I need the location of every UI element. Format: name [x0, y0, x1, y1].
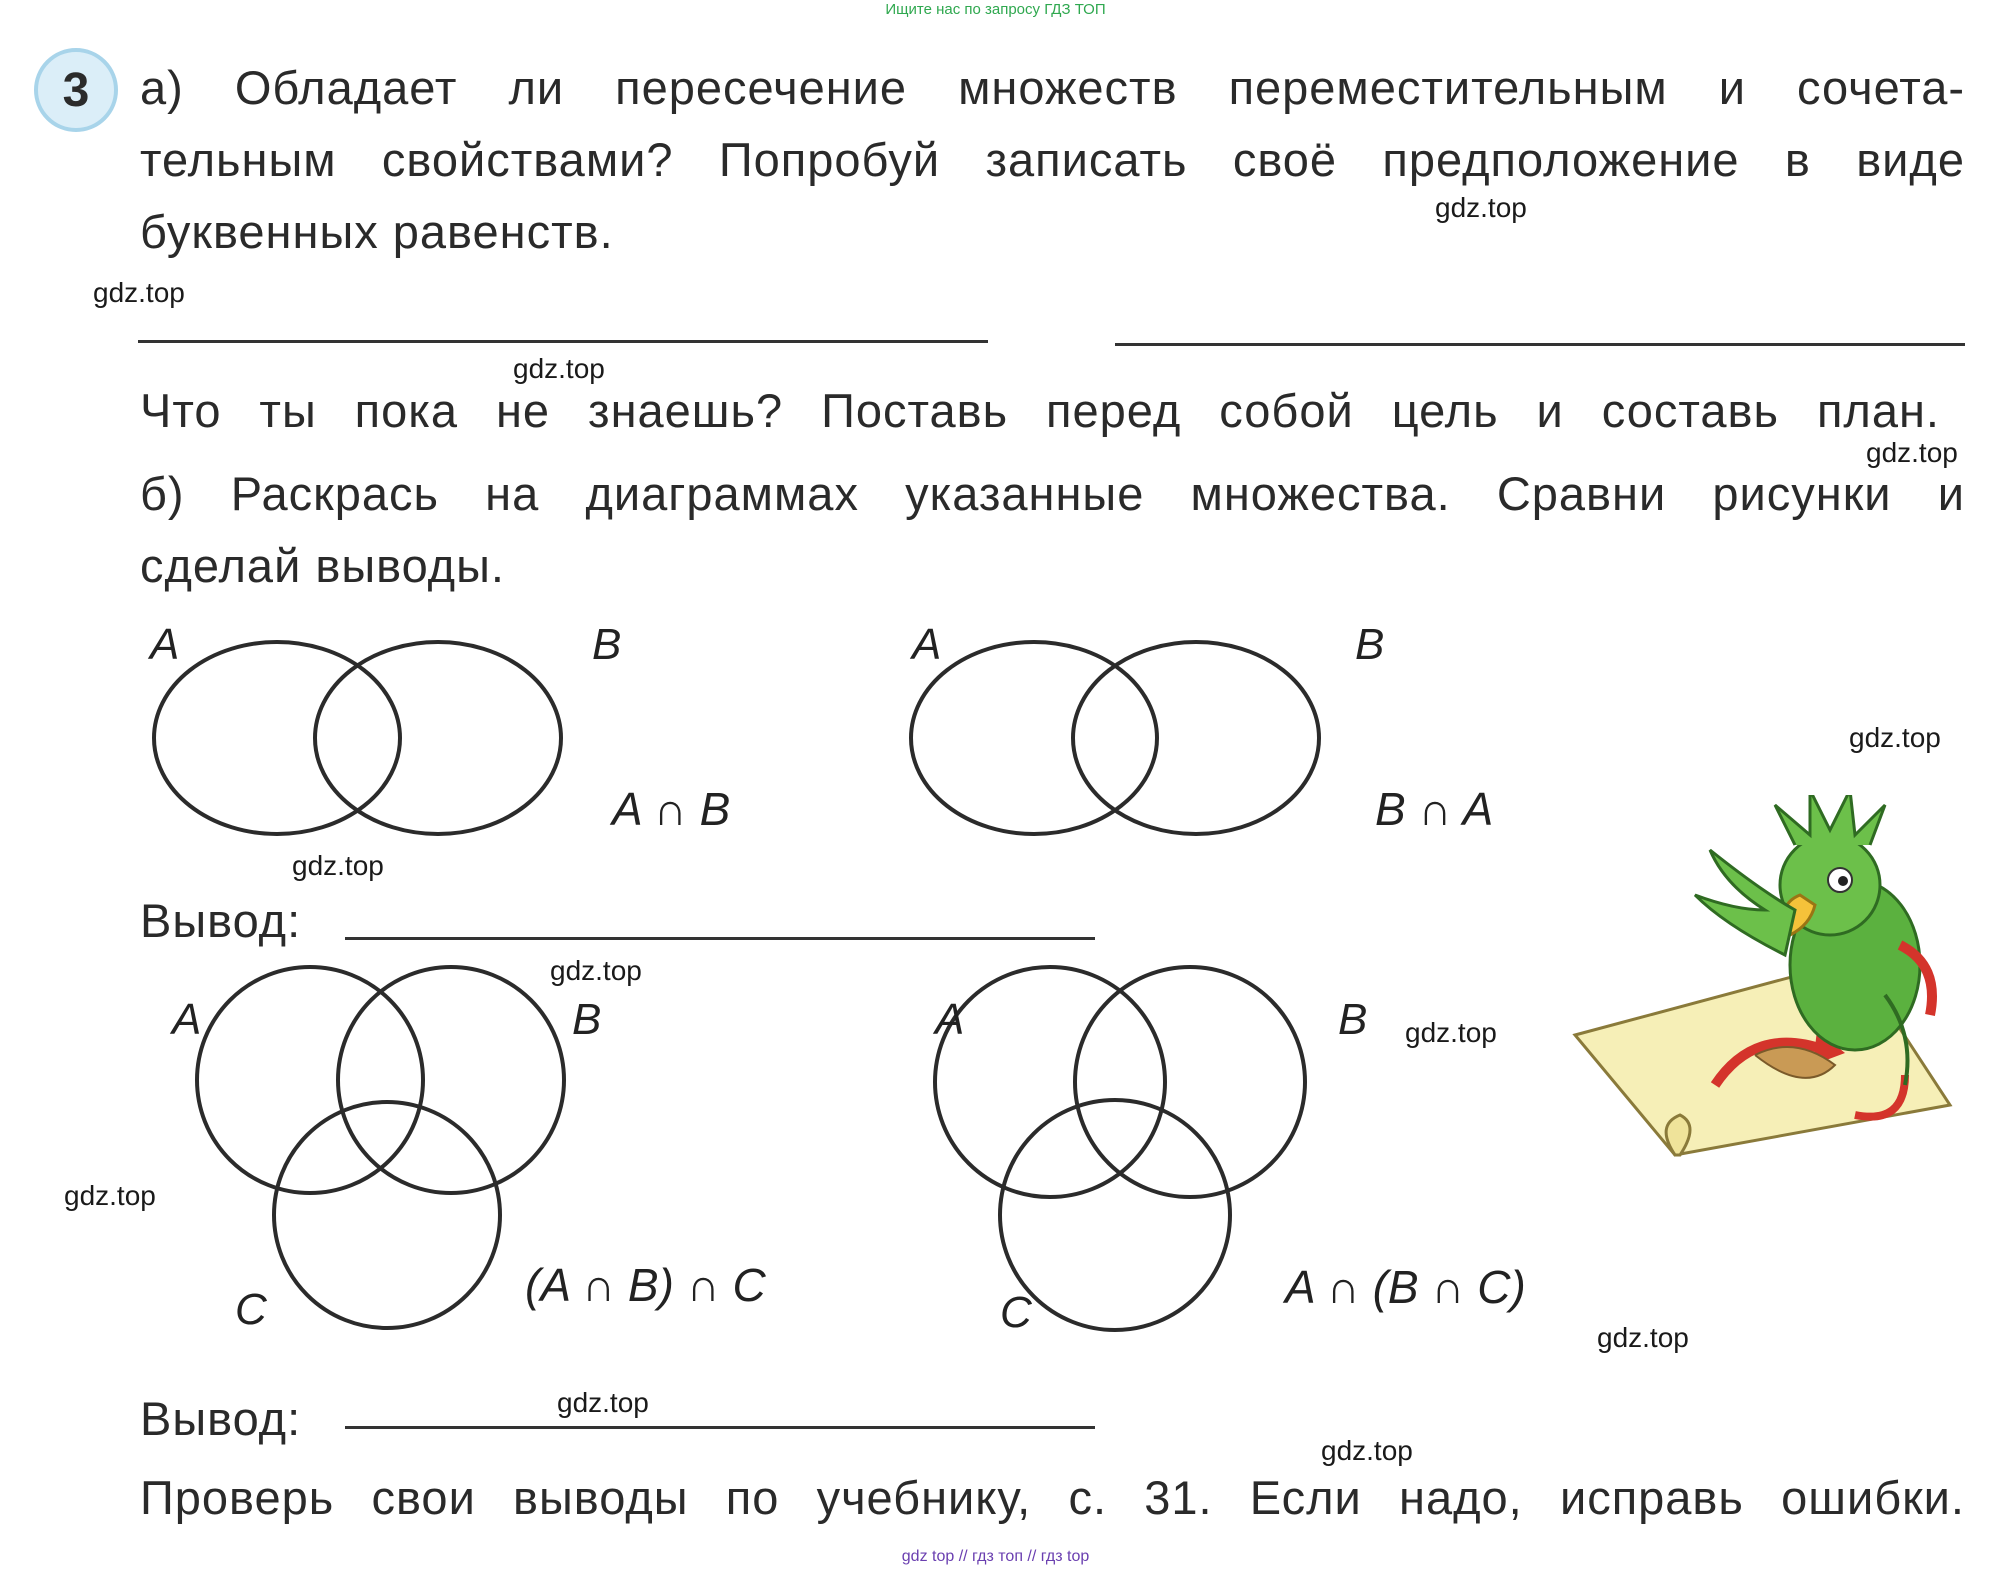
watermark: gdz.top	[513, 353, 605, 384]
diagram2-label-a: A	[912, 620, 942, 669]
watermark: gdz.top	[1866, 437, 1958, 468]
diagram4-set-a	[935, 967, 1165, 1197]
diagram3-set-b	[338, 967, 564, 1193]
diagram2-label-b: B	[1355, 620, 1385, 669]
watermark: gdz.top	[64, 1180, 156, 1211]
diagram3-set-c	[274, 1102, 500, 1328]
conclusion-line-1[interactable]	[345, 937, 1095, 940]
diagram1-label-a: A	[150, 620, 180, 669]
footer: gdz top // гдз топ // гдз top	[901, 1548, 1090, 1565]
watermark: gdz.top	[1597, 1322, 1689, 1353]
diagram4-label-c: C	[1000, 1288, 1032, 1337]
diagram4-set-b	[1075, 967, 1305, 1197]
diagram2-formula: B ∩ A	[1375, 783, 1494, 835]
watermark: gdz.top	[1321, 1435, 1413, 1466]
conclusion-label-1: Вывод:	[140, 894, 302, 947]
part-a-line-1: а) Обладает ли пересечение множеств переместительным и сочета-	[140, 61, 1965, 114]
diagram3-set-a	[197, 967, 423, 1193]
check-text: Проверь свои выводы по учебнику, с. 31. Если надо, исправь ошибки.	[140, 1471, 1965, 1524]
diagram4-label-b: B	[1338, 995, 1368, 1044]
conclusion-line-2[interactable]	[345, 1426, 1095, 1429]
diagram3-label-a: A	[172, 995, 202, 1044]
diagram2-set-b	[1073, 642, 1319, 834]
top-banner: Ищите нас по запросу ГДЗ ТОП	[885, 1, 1106, 18]
watermark: gdz.top	[557, 1387, 649, 1418]
part-b-line-1: б) Раскрась на диаграммах указанные множества. Сравни рисунки и	[140, 467, 1965, 520]
diagram4-formula: A ∩ (B ∩ C)	[1285, 1261, 1526, 1313]
watermark: gdz.top	[93, 277, 185, 308]
diagram3-label-b: B	[572, 995, 602, 1044]
diagram2-set-a	[911, 642, 1157, 834]
watermark: gdz.top	[1849, 722, 1941, 753]
watermark: gdz.top	[550, 955, 642, 986]
part-a-line-3: буквенных равенств.	[140, 205, 614, 258]
diagram3-formula: (A ∩ B) ∩ C	[525, 1259, 766, 1311]
part-a-line-2: тельным свойствами? Попробуй записать своё предположение в виде	[140, 133, 1965, 186]
diagram1-set-b	[315, 642, 561, 834]
diagram3-label-c: C	[235, 1285, 267, 1334]
part-b-line-2: сделай выводы.	[140, 539, 505, 592]
task-number-badge: 3	[34, 48, 118, 132]
watermark: gdz.top	[292, 850, 384, 881]
conclusion-label-2: Вывод:	[140, 1392, 302, 1445]
parrot-with-map-illustration	[1555, 795, 1975, 1175]
question-unknown: Что ты пока не знаешь? Поставь перед собой цель и составь план.	[140, 384, 1940, 437]
diagram4-label-a: A	[935, 995, 965, 1044]
watermark: gdz.top	[1405, 1017, 1497, 1048]
diagram1-set-a	[154, 642, 400, 834]
watermark: gdz.top	[1435, 192, 1527, 223]
diagram4-set-c	[1000, 1100, 1230, 1330]
diagram1-formula: A ∩ B	[612, 783, 731, 835]
diagram1-label-b: B	[592, 620, 622, 669]
